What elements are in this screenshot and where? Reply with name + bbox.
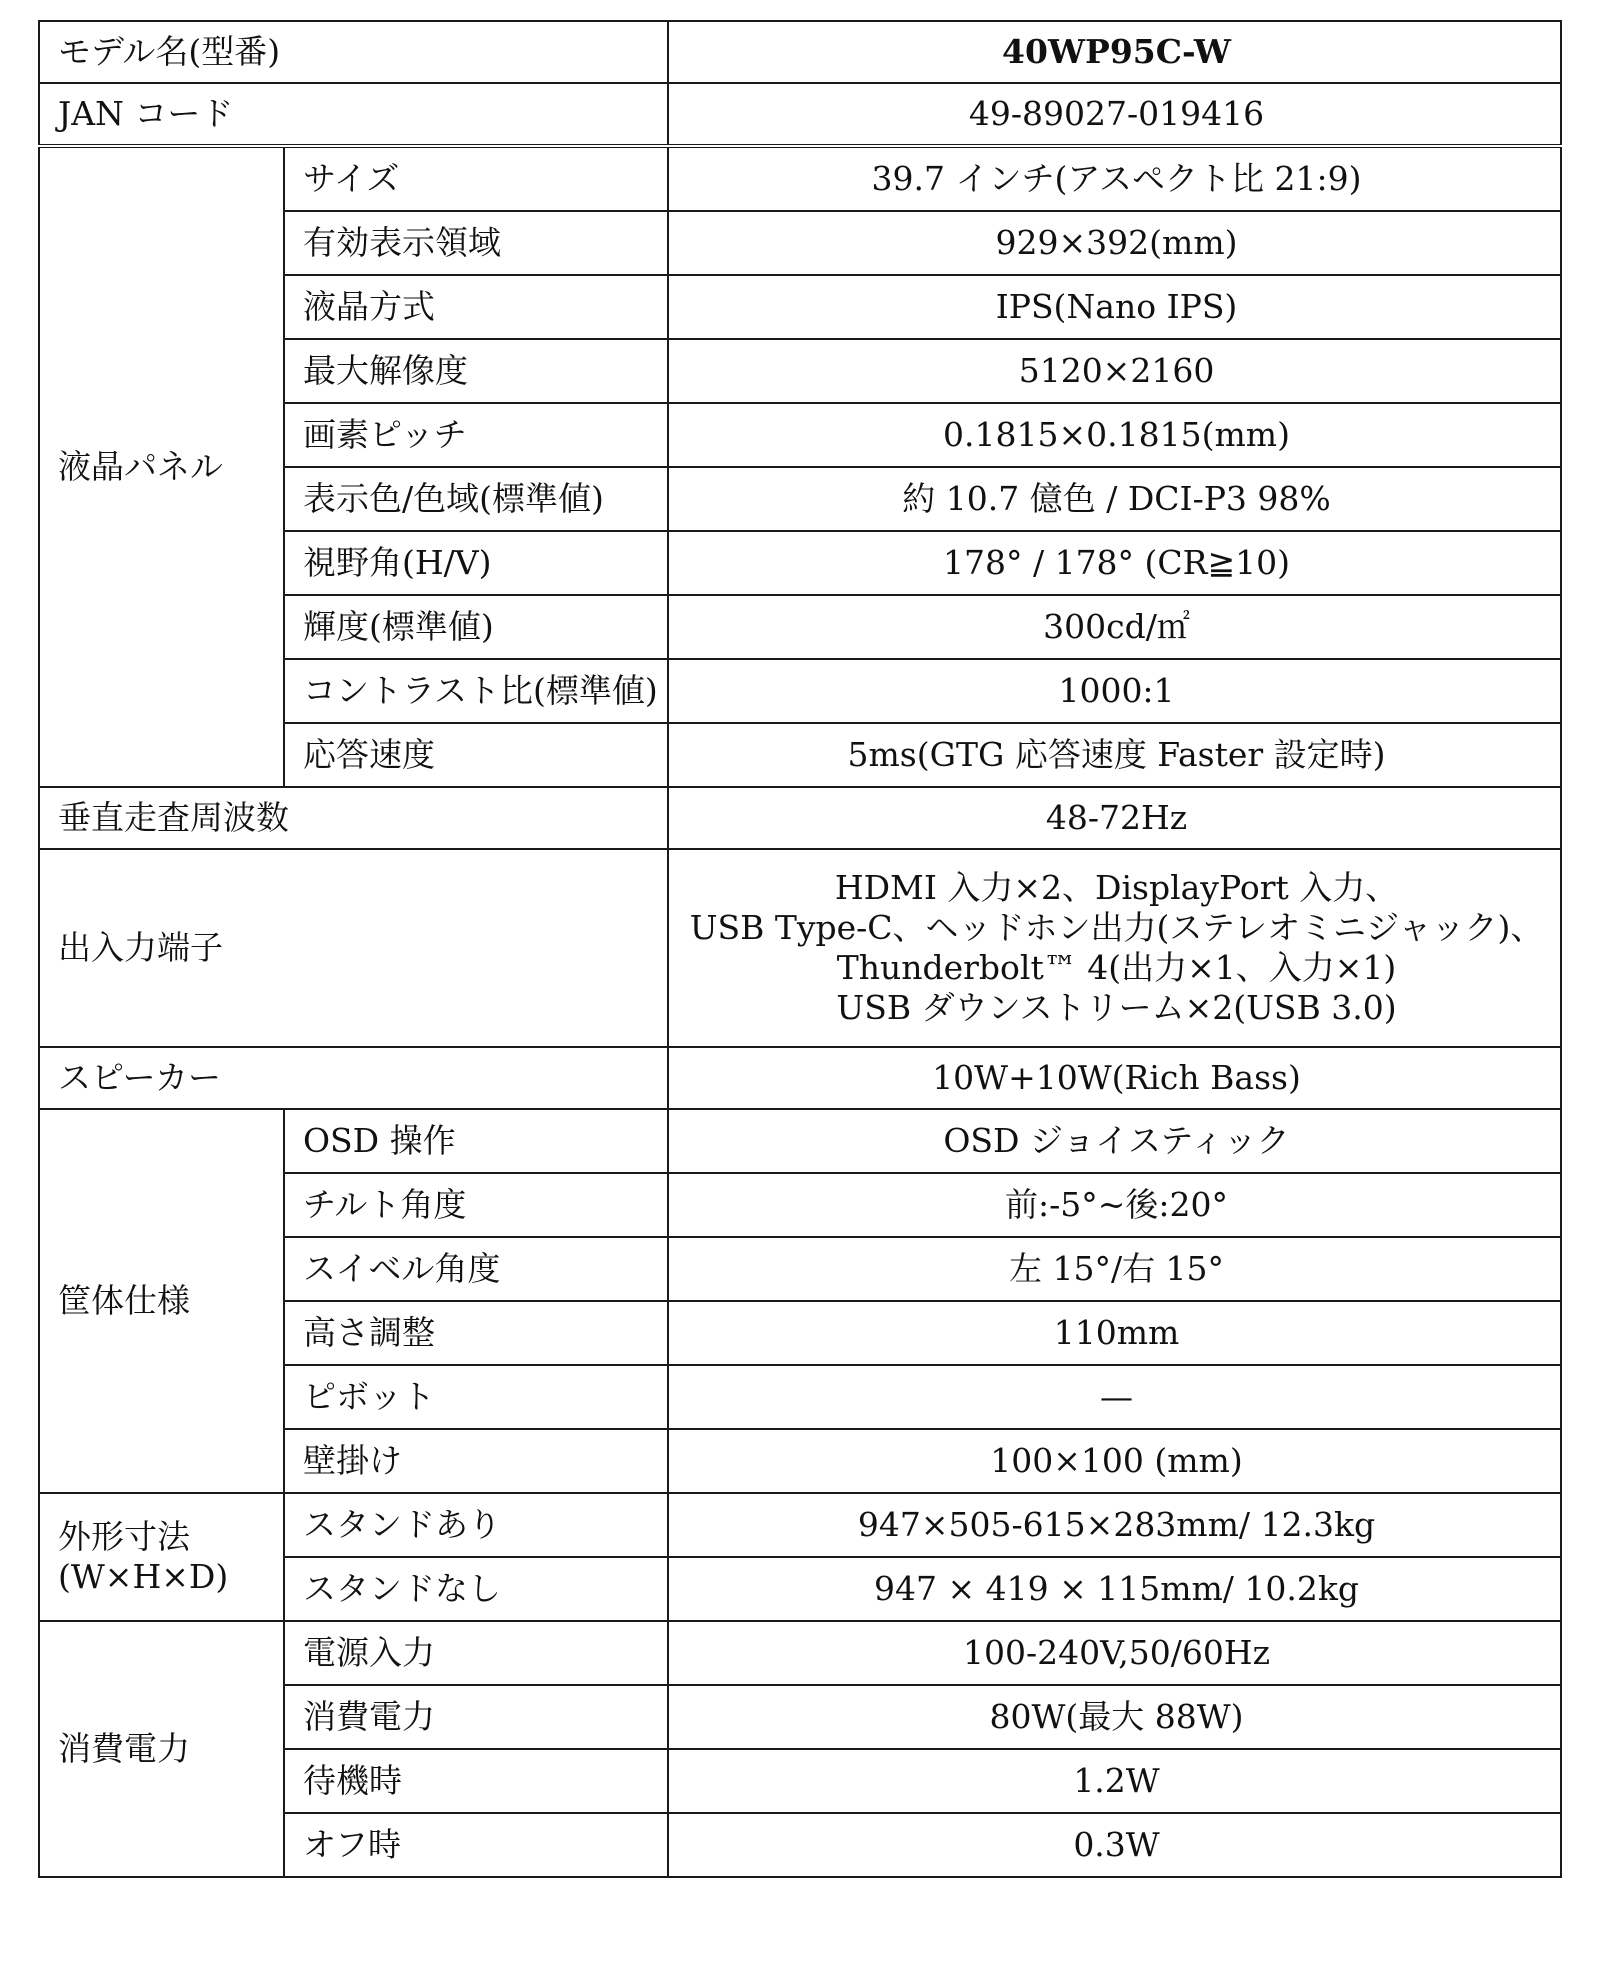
row-label: 高さ調整 (284, 1301, 668, 1365)
table-row (39, 21, 1561, 83)
group-dimensions-line2: (W×H×D) (58, 1557, 229, 1596)
row-value: 178° / 178° (CR≧10) (668, 531, 1561, 595)
io-value (668, 849, 1561, 1047)
row-label: 有効表示領域 (284, 211, 668, 275)
row-value: OSD ジョイスティック (668, 1109, 1561, 1173)
row-label: スイベル角度 (284, 1237, 668, 1301)
row-value: 0.3W (668, 1813, 1561, 1877)
row-value: — (668, 1365, 1561, 1429)
row-label: スタンドあり (284, 1493, 668, 1557)
jan-label: JAN コード (39, 83, 668, 146)
row-value: 左 15°/右 15° (668, 1237, 1561, 1301)
group-panel: 液晶パネル (39, 146, 284, 787)
row-value: 1.2W (668, 1749, 1561, 1813)
io-line: HDMI 入力×2、DisplayPort 入力、 (834, 867, 1399, 907)
model-value: 40WP95C-W (668, 21, 1561, 83)
speaker-label: スピーカー (39, 1047, 668, 1109)
spec-table (38, 20, 1562, 1878)
group-dimensions-line1: 外形寸法 (58, 1516, 190, 1556)
table-row (39, 83, 1561, 146)
vertical-scan-label: 垂直走査周波数 (39, 787, 668, 849)
table-row (39, 1493, 1561, 1557)
io-line: Thunderbolt™ 4(出力×1、入力×1) (836, 948, 1397, 987)
model-label: モデル名(型番) (39, 21, 668, 83)
row-value: 100-240V,50/60Hz (668, 1621, 1561, 1685)
row-label: ピボット (284, 1365, 668, 1429)
row-value: 0.1815×0.1815(mm) (668, 403, 1561, 467)
row-label: 応答速度 (284, 723, 668, 787)
row-label: 輝度(標準値) (284, 595, 668, 659)
row-label: サイズ (284, 146, 668, 211)
row-label: オフ時 (284, 1813, 668, 1877)
speaker-value: 10W+10W(Rich Bass) (668, 1047, 1561, 1109)
row-label: 画素ピッチ (284, 403, 668, 467)
table-row (39, 787, 1561, 849)
row-value: 前:-5°~後:20° (668, 1173, 1561, 1237)
table-row (39, 849, 1561, 1047)
row-value: 1000:1 (668, 659, 1561, 723)
row-value: 5ms(GTG 応答速度 Faster 設定時) (668, 723, 1561, 787)
row-value: 100×100 (mm) (668, 1429, 1561, 1493)
jan-value: 49-89027-019416 (668, 83, 1561, 146)
row-label: 液晶方式 (284, 275, 668, 339)
row-value: 80W(最大 88W) (668, 1685, 1561, 1749)
table-row (39, 1109, 1561, 1173)
table-row (39, 146, 1561, 211)
row-label: OSD 操作 (284, 1109, 668, 1173)
row-label: 壁掛け (284, 1429, 668, 1493)
row-value: 110mm (668, 1301, 1561, 1365)
io-line: USB Type-C、ヘッドホン出力(ステレオミニジャック)、 (689, 907, 1544, 947)
io-label: 出入力端子 (39, 849, 668, 1047)
row-value: 39.7 インチ(アスペクト比 21:9) (668, 146, 1561, 211)
group-housing: 筐体仕様 (39, 1109, 284, 1493)
row-label: 消費電力 (284, 1685, 668, 1749)
row-value: 929×392(mm) (668, 211, 1561, 275)
table-row (39, 1621, 1561, 1685)
row-value: 947 × 419 × 115mm/ 10.2kg (668, 1557, 1561, 1621)
row-value: 約 10.7 億色 / DCI-P3 98% (668, 467, 1561, 531)
row-label: 電源入力 (284, 1621, 668, 1685)
row-label: コントラスト比(標準値) (284, 659, 668, 723)
row-value: 5120×2160 (668, 339, 1561, 403)
row-label: 待機時 (284, 1749, 668, 1813)
group-dimensions (39, 1493, 284, 1621)
row-label: チルト角度 (284, 1173, 668, 1237)
row-label: 視野角(H/V) (284, 531, 668, 595)
row-value: 947×505-615×283mm/ 12.3kg (668, 1493, 1561, 1557)
table-row (39, 1047, 1561, 1109)
vertical-scan-value: 48-72Hz (668, 787, 1561, 849)
row-label: スタンドなし (284, 1557, 668, 1621)
row-label: 表示色/色域(標準値) (284, 467, 668, 531)
row-value: 300cd/㎡ (668, 595, 1561, 659)
group-power: 消費電力 (39, 1621, 284, 1877)
row-value: IPS(Nano IPS) (668, 275, 1561, 339)
io-line: USB ダウンストリーム×2(USB 3.0) (836, 988, 1397, 1028)
row-label: 最大解像度 (284, 339, 668, 403)
